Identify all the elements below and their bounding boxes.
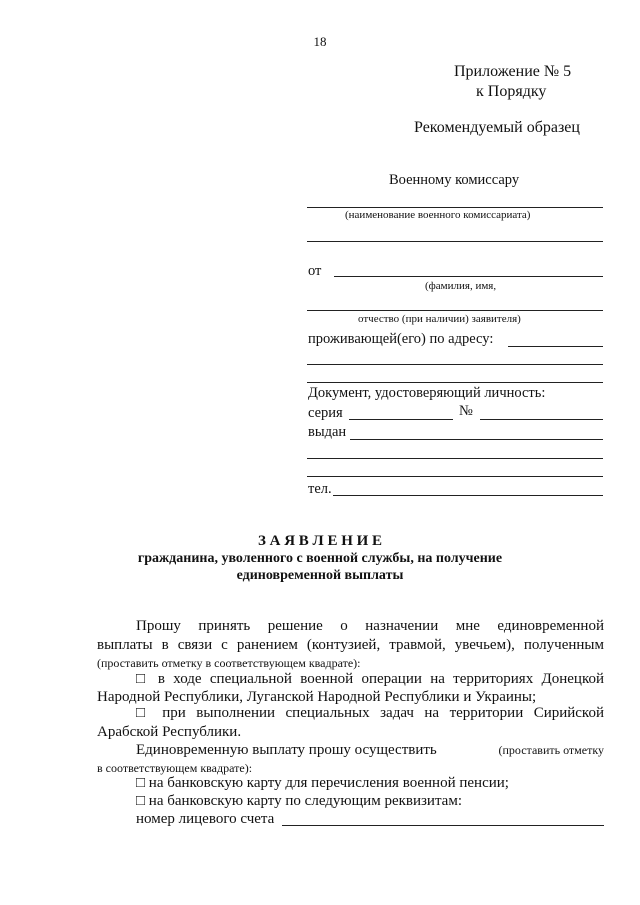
payment-option-pension-card[interactable]: □ на банковскую карту для перечисления военной пенсии; — [136, 775, 509, 791]
address-line-2[interactable] — [307, 364, 603, 365]
order-label: к Порядку — [476, 83, 547, 100]
issued-line-2[interactable] — [307, 458, 603, 459]
commissariat-line-2[interactable] — [307, 241, 603, 242]
request-line-2: выплаты в связи с ранением (контузией, травмой, увечьем), полученным — [97, 637, 604, 653]
payment-hint-2: в соответствующем квадрате): — [97, 761, 253, 775]
appendix-label: Приложение № 5 — [454, 63, 572, 80]
statement-subtitle-1: гражданина, уволенного с военной службы, на получение — [137, 551, 503, 566]
series-line[interactable] — [349, 419, 453, 420]
payment-option-details-card[interactable]: □ на банковскую карту по следующим реквизитам: — [136, 793, 463, 809]
commissariat-line[interactable] — [307, 207, 603, 208]
option-syria-line-2: Арабской Республики. — [97, 724, 242, 740]
request-hint: (проставить отметку в соответствующем квадрате): — [97, 656, 361, 670]
addressee-to: Военному комиссару — [389, 172, 520, 188]
sample-label: Рекомендуемый образец — [414, 119, 580, 136]
address-line-1[interactable] — [508, 346, 603, 347]
patronymic-hint: отчество (при наличии) заявителя) — [358, 313, 521, 325]
phone-line[interactable] — [333, 495, 603, 496]
issued-line[interactable] — [350, 439, 603, 440]
phone-label: тел. — [308, 481, 332, 497]
option-svo-line-1[interactable]: □ в ходе специальной военной операции на территориях Донецкой — [136, 671, 604, 687]
series-label: серия — [308, 405, 343, 421]
address-label: проживающей(его) по адресу: — [308, 331, 494, 347]
payment-hint: (проставить отметку — [498, 743, 604, 757]
account-label: номер лицевого счета — [136, 811, 275, 827]
from-label: от — [308, 263, 322, 279]
statement-subtitle-2: единовременной выплаты — [236, 568, 404, 583]
option-syria-line-1[interactable]: □ при выполнении специальных задач на территории Сирийской — [136, 705, 604, 721]
name-line[interactable] — [334, 276, 603, 277]
account-line[interactable] — [282, 825, 604, 826]
address-line-3[interactable] — [307, 382, 603, 383]
option-svo-line-2: Народной Республики, Луганской Народной Республики и Украины; — [97, 689, 537, 705]
document-label: Документ, удостоверяющий личность: — [308, 385, 546, 401]
page-number: 18 — [313, 34, 327, 49]
name-line-2[interactable] — [307, 310, 603, 311]
payment-line-1 — [136, 741, 604, 760]
number-line[interactable] — [480, 419, 603, 420]
payment-main: Единовременную выплату прошу осуществить — [136, 742, 437, 758]
issued-line-3[interactable] — [307, 476, 603, 477]
name-hint: (фамилия, имя, — [425, 280, 497, 292]
issued-label: выдан — [308, 424, 347, 440]
request-line-1: Прошу принять решение о назначении мне единовременной — [136, 618, 604, 634]
commissariat-hint: (наименование военного комиссариата) — [345, 209, 531, 221]
statement-title: З А Я В Л Е Н И Е — [257, 533, 383, 549]
number-label: № — [459, 403, 473, 419]
